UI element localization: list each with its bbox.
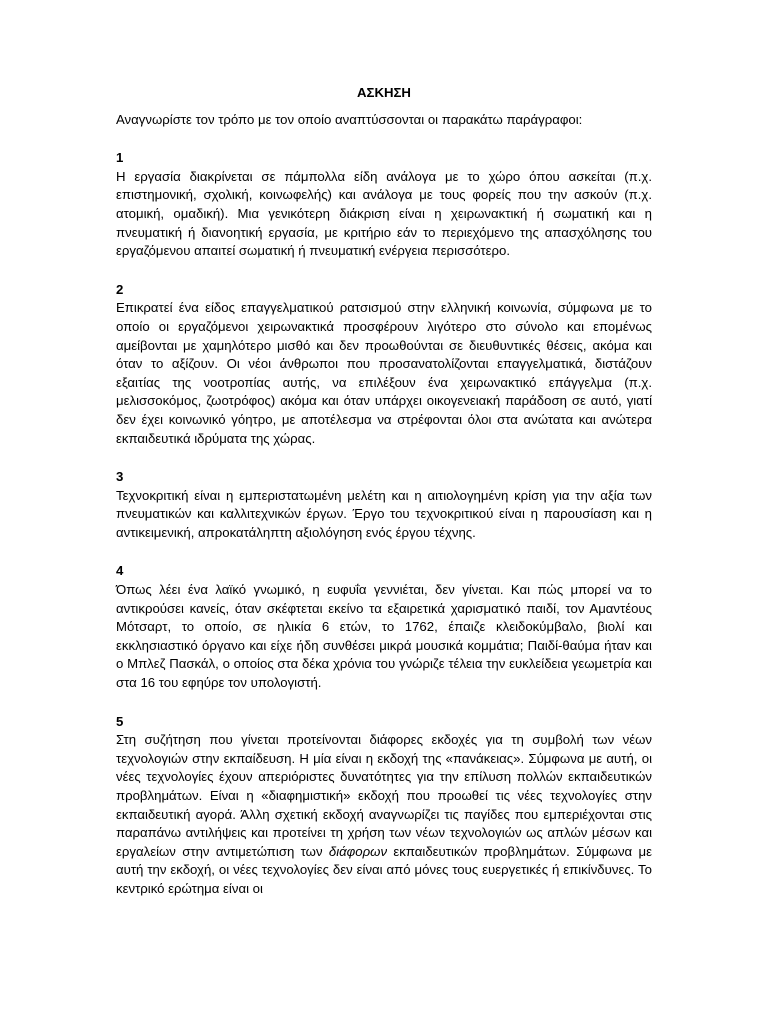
paragraph-text-part: εκπαιδευτικών προβλημάτων. Σύμφωνα με αυτή την εκδοχή, οι νέες τεχνολογίες δεν είναι από μόνες τους ευεργετικές ή επικίνδυνες. Το κεντρικό ερώτημα είναι οι: [116, 843, 652, 896]
paragraph-text: Τεχνοκριτική είναι η εμπεριστατωμένη μελέτη και η αιτιολογημένη κρίση για την αξία των πνευματικών και καλλιτεχνικών έργων. Έργο του τεχνοκριτικού είναι η παρουσίαση και η αντικειμενική, απροκατάληπτη αξιολόγηση ενός έργου τέχνης.: [116, 487, 652, 540]
paragraph-text: Η εργασία διακρίνεται σε πάμπολλα είδη ανάλογα με το χώρο όπου ασκείται (π.χ. επιστημονική, σχολική, κοινωφελής) και ανάλογα με τους φορείς που την ασκούν (π.χ. ατομική, ομαδική). Μια γενικότερη διάκριση είναι η χειρωνακτική ή σωματική και η πνευματική ή διανοητική εργασία, με κριτήριο εάν το περιεχόμενο της απασχόλησης του εργαζόμενου απαιτεί σωματική ή πνευματική ενέργεια περισσότερο.: [116, 168, 652, 259]
paragraph-number: 5: [116, 713, 124, 729]
paragraph-section-3: [116, 468, 652, 542]
paragraph-number: 4: [116, 563, 124, 579]
paragraph-number: 1: [116, 150, 124, 166]
paragraph-text-part: Στη συζήτηση που γίνεται προτείνονται διάφορες εκδοχές για τη συμβολή των νέων τεχνολογιών στην εκπαίδευση. Η μία είναι η εκδοχή της «πανάκειας». Σύμφωνα με αυτή, οι νέες τεχνολογίες έχουν απεριόριστες δυνατότητες για την επίλυση πολλών εκπαιδευτικών προβλημάτων. Είναι η «διαφημιστική» εκδοχή που προωθεί τις νέες τεχνολογίες στην εκπαιδευτική αγορά. Άλλη σχετική εκδοχή αναγνωρίζει τις παγίδες που εμπεριέχονται στις παραπάνω αντιλήψεις και προτείνει τη χρήση των νέων τεχνολογιών ως απλών μέσων και εργαλείων στην αντιμετώπιση των: [116, 732, 652, 859]
italic-word: διάφορων: [328, 843, 388, 859]
paragraph-number: 3: [116, 469, 124, 485]
instruction-text: Αναγνωρίστε τον τρόπο με τον οποίο αναπτύσσονται οι παρακάτω παράγραφοι:: [116, 111, 583, 127]
paragraph-text: [116, 731, 652, 898]
paragraph-number: 2: [116, 281, 124, 297]
paragraph-section-2: [116, 281, 652, 448]
paragraph-text: Επικρατεί ένα είδος επαγγελματικού ρατσισμού στην ελληνική κοινωνία, σύμφωνα με το οποίο οι εργαζόμενοι χειρωνακτικά προσφέρουν λιγότερο στο σύνολο και επομένως αμείβονται με χαμηλότερο μισθό και δεν προωθούνται σε διευθυντικές θέσεις, ακόμα και όταν το αξίζουν. Οι νέοι άνθρωποι που προσανατολίζονται επαγγελματικά, διστάζουν εξαιτίας της νοοτροπίας αυτής, να επιλέξουν ένα χειρωνακτικό επάγγελμα (π.χ. μελισσοκόμος, ζωοτρόφος) ακόμα και όταν υπάρχει οικογενειακή παράδοση σε αυτό, γιατί δεν έχει κοινωνικό γόητρο, με αποτέλεσμα να στρέφονται όλοι στα ανώτατα και ανώτερα εκπαιδευτικά ιδρύματα της χώρας.: [116, 300, 652, 446]
paragraph-text: Όπως λέει ένα λαϊκό γνωμικό, η ευφυΐα γεννιέται, δεν γίνεται. Και πώς μπορεί να το αντικρούσει κανείς, όταν σκέφτεται εκείνο τα εξαιρετικά χαρισματικό παιδί, τον Αμαντέους Μότσαρτ, το οποίο, σε ηλικία 6 ετών, το 1762, έπαιζε κλειδοκύμβαλο, βιολί και εκκλησιαστικό όργανο και είχε ήδη συνθέσει μικρά μουσικά κομμάτια; Παιδί-θαύμα ήταν και ο Μπλεζ Πασκάλ, ο οποίος στα δέκα χρόνια του γνώριζε τέλεια την ευκλείδεια γεωμετρία και στα 16 του εφηύρε τον υπολογιστή.: [116, 582, 652, 691]
document-title: ΑΣΚΗΣΗ: [357, 85, 411, 100]
paragraph-section-4: [116, 562, 652, 692]
paragraph-section-5: [116, 713, 652, 899]
document-page: [116, 84, 652, 919]
paragraph-section-1: [116, 149, 652, 261]
